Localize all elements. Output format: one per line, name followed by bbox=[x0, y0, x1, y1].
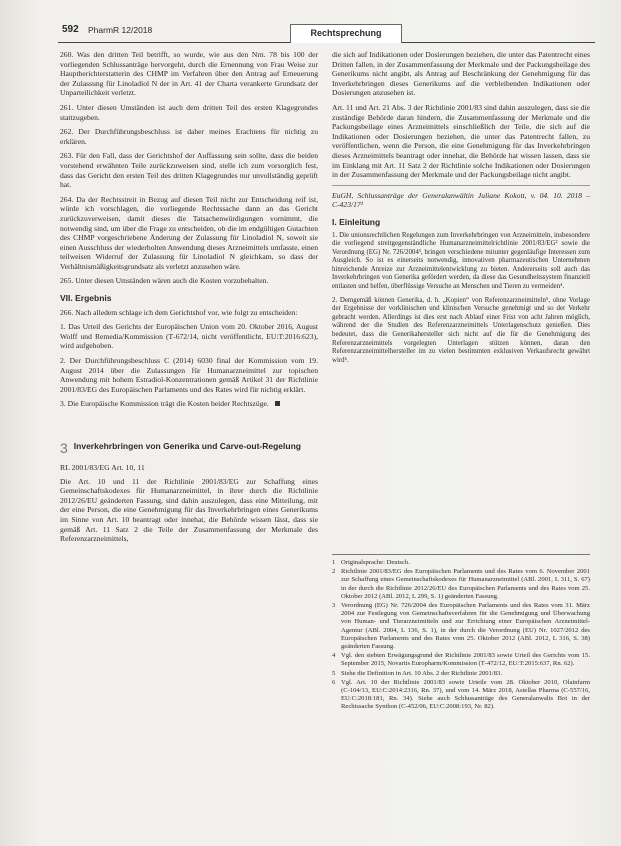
journal-name: PharmR 12/2018 bbox=[88, 25, 153, 35]
page-number: 592 bbox=[62, 24, 79, 35]
left-column bbox=[60, 50, 318, 549]
right-column bbox=[332, 50, 590, 370]
chapter-heading bbox=[60, 441, 318, 455]
footnote-text: Verordnung (EG) Nr. 726/2004 des Europäischen Parlaments und des Rates vom 31. März 2004 zur Festlegung von Gemeinschaftsverfahren für die Genehmigung und Überwachung von Human- und Tierarzneimitteln und zur Errichtung einer Europäischen Arzneimittel-Agentur (ABl. 2004, L 136, S. 1), in der durch die Verordnung (EU) Nr. 1027/2012 des Europäischen Parlaments und des Rates vom 25. Oktober 2012 (ABl. 2012, L 316, S. 38) geänderten Fassung. bbox=[341, 602, 590, 651]
chapter-number: 3 bbox=[60, 440, 68, 456]
ruling-item-3 bbox=[60, 399, 318, 409]
intro-paragraph-1: 1. Die unionsrechtlichen Regelungen zum Inverkehrbringen von Arzneimitteln, insbesondere die vorliegend streitgegenständliche Humanarzneimittelrichtlinie 2001/83/EG² sowie die Verordnung (EG) Nr. 726/2004³, bringen verschiedene mitunter gegenläufige Interessen zum Ausgleich. So ist es einerseits notwendig, innovativen pharmazeutischen Unternehmen hinreichende Anreize zur Arzneimittelentwicklung zu bieten. Andererseits soll auch das Inverkehrbringen von Generika gefördert werden, da diese das Gesundheitssystem finanziell entlasten und helfen, überflüssige Versuche an Menschen und Tieren zu vermeiden⁴. bbox=[332, 231, 590, 291]
section-tab: Rechtsprechung bbox=[290, 24, 402, 43]
footnote bbox=[332, 559, 590, 567]
footnote bbox=[332, 670, 590, 678]
intro-paragraph-2: 2. Demgemäß können Generika, d. h. „Kopien“ von Referenzarzneimitteln⁵, ohne Vorlage der Ergebnisse der vorklinischen und klinischen Versuche genehmigt und so der Verkehr gebracht werden. Allerdings ist dies erst nach Ablauf einer Frist von acht Jahren möglich, während der die Studien des Referenzarzneimittels Unterlagenschutz genießen. Dies bedeutet, dass die Generikahersteller sich nicht auf die für die Genehmigung des Referenzarzneimittels vorgelegten Unterlagen stützen können, daran den Referenzarzneimittelhersteller im zu vielen bestimmten exklusiven Verkaufsrecht gewährt wird⁶. bbox=[332, 296, 590, 364]
chapter-title: Inverkehrbringen von Generika und Carve-out-Regelung bbox=[73, 441, 301, 451]
paragraph-261: 261. Unter diesen Umständen ist auch dem dritten Teil des ersten Klagegrundes stattzugeben. bbox=[60, 102, 318, 122]
end-mark-icon bbox=[275, 401, 280, 406]
paragraph-266: 266. Nach alledem schlage ich dem Gerichtshof vor, wie folgt zu entscheiden: bbox=[60, 307, 298, 317]
footnote bbox=[332, 602, 590, 651]
ruling-item-1: 1. Das Urteil des Gerichts der Europäischen Union vom 20. Oktober 2016, August Wolff und Remedia/Kommission (T‑672/14, nicht veröffentlicht, EU:T:2016:623), wird aufgehoben. bbox=[60, 322, 318, 351]
footnote bbox=[332, 679, 590, 712]
page-header bbox=[58, 22, 595, 43]
footnote-text: Vgl. Art. 10 der Richtlinie 2001/83 sowie Urteile vom 28. Oktober 2010, Olainfarm (C‑104/13, EU:C:2014:2316, Rn. 37), und vom 14. März 2018, Astellas Pharma (C‑557/16, EU:C:2018:181, Rn. 34). Siehe auch Schlussanträge des Generalanwalts Bot in der Rechtssache Synthon (C‑452/06, EU:C:2008:193, Nr. 82). bbox=[341, 678, 590, 711]
leitsatz-article-paragraph: Art. 11 und Art. 21 Abs. 3 der Richtlinie 2001/83 sind dahin auszulegen, dass sie die zuständige Behörde daran hindern, die Zusammenfassung der Merkmale und die Packungsbeilage eines Arzneimittels einschließlich der Teile, die sich auf die Indikationen oder Dosierungen beziehen, die unter das Patentrecht fallen, zu veröffentlichen, wenn die Person, die eine Genehmigung für das Inverkehrbringen dieses Arzneimittels beantragt oder innehat, die Behörde hat wissen lassen, dass sie im Einklang mit Art. 11 Satz 2 der Richtlinie solche Indikationen oder Dosierungen in der Zusammenfassung der Merkmale und der Packungsbeilage nicht angibt. bbox=[332, 103, 590, 186]
footnote-number: 5 bbox=[332, 669, 336, 677]
heading-ergebnis: VII. Ergebnis bbox=[60, 293, 112, 304]
leitsatz-paragraph: Die Art. 10 und 11 der Richtlinie 2001/83/EG zur Schaffung eines Gemeinschaftskodexes für Humanarzneimittel, in ihrer durch die Richtlinie 2012/26/EU geänderten Fassung, sind dahin auszulegen, dass eine Mitteilung, mit der eine Person, die eine Genehmigung für das Inverkehrbringen eines Generikums im Sinne von Art. 10 beantragt oder innehat, die Behörde wissen lässt, dass sie gemäß Art. 11 Satz 2 die Teile der Zusammenfassung der Merkmale des Referenzarzneimittels, bbox=[60, 476, 318, 544]
paragraph-262: 262. Der Durchführungsbeschluss ist daher meines Erachtens für nichtig zu erklären. bbox=[60, 127, 318, 146]
paragraph-265: 265. Unter diesen Umständen wären auch die Kosten vorzubehalten. bbox=[60, 276, 269, 286]
legal-reference: RL 2001/83/EG Art. 10, 11 bbox=[60, 463, 145, 472]
footnotes bbox=[332, 554, 590, 713]
ruling-item-3-text: 3. Die Europäische Kommission trägt die Kosten beider Rechtszüge. bbox=[60, 399, 269, 409]
footnote-text: Richtlinie 2001/83/EG des Europäischen Parlaments und des Rates vom 6. November 2001 zur Schaffung eines Gemeinschaftskodexes für Humanarzneimittel (ABl. 2001, L 311, S. 67) in der durch die Richtlinie 2012/26/EU des Europäischen Parlaments und des Rates vom 25. Oktober 2012 (ABl. 2012, L 299, S. 1) geänderten Fassung. bbox=[341, 568, 590, 600]
footnote-number: 1 bbox=[332, 559, 336, 566]
footnote bbox=[332, 568, 590, 601]
footnote-text: Siehe die Definition in Art. 10 Abs. 2 der Richtlinie 2001/83. bbox=[341, 669, 502, 677]
paragraph-260: 260. Was den dritten Teil betrifft, so wurde, wie aus den Nrn. 78 bis 100 der vorliegenden Schlussanträge hervorgeht, durch die Ernennung von Frau Weise zur Hauptberichterstatterin des CHMP im Verfahren über den Antrag auf Erneuerung der Zulassung für Linoladiol N der in Art. 41 der Charta verankerte Grundsatz der Unparteilichkeit verletzt. bbox=[60, 50, 318, 98]
footnote-number: 3 bbox=[332, 602, 336, 610]
source-citation: EuGH, Schlussanträge der Generalanwältin Juliane Kokott, v. 04. 10. 2018 – C‑423/17¹ bbox=[332, 190, 590, 210]
footnote-number: 2 bbox=[332, 568, 336, 576]
leitsatz-continuation: die sich auf Indikationen oder Dosierungen beziehen, die unter das Patentrecht eines Dritten fallen, in der Zusammenfassung der Merkmale und der Packungsbeilage des Generikums nicht angibt, als Antrag auf Beschränkung der Genehmigung für das Inverkehrbringen dieses Generikums auf die verbleibenden Indikationen oder Dosierungen anzusehen ist. bbox=[332, 50, 590, 98]
paragraph-263: 263. Für den Fall, dass der Gerichtshof der Auffassung sein sollte, dass die beiden vorstehend erwähnten Teile zurückzuweisen sind, stelle ich zum vorsorglich fest, dass das Gericht den ersten Teil des dritten Klagegrundes nur unvollständig geprüft hat. bbox=[60, 151, 318, 190]
heading-einleitung: I. Einleitung bbox=[332, 216, 381, 227]
footnote-number: 6 bbox=[332, 678, 336, 686]
footnote-text: Originalsprache: Deutsch. bbox=[341, 559, 410, 566]
ruling-item-2: 2. Der Durchführungsbeschluss C (2014) 6030 final der Kommission vom 19. August 2014 über die Zulassungen für Humanarzneimittel zur topischen Anwendung mit hohem Estradiol-Konzentrationen gemäß Artikel 31 der Richtlinie 2001/83/EG des Europäischen Parlaments und des Rates wird für nichtig erklärt. bbox=[60, 356, 318, 394]
paragraph-264: 264. Da der Rechtsstreit in Bezug auf diesen Teil nicht zur Entscheidung reif ist, würde ich vorschlagen, die vorliegende Rechtssache dann an das Gericht zurückzuverweisen, damit dieses die Tatsachenwürdigungen vornimmt, die notwendig sind, um über die Frage zu entscheiden, ob die im endgültigen Gutachten des CHMP vorgeschriebene Änderung der Zulassung für Linoladiol N, soweit sie einen Ausschluss der wiederholten Anwendung dieses Arzneimittels umfasste, einen teilweisen Widerruf der Zulassung für Linoladiol N gleichkam, so dass der Verhältnismäßigkeitsgrundsatz als verletzt anzusehen wäre. bbox=[60, 194, 318, 271]
footnote bbox=[332, 652, 590, 668]
footnote-text: Vgl. den siebten Erwägungsgrund der Richtlinie 2001/83 sowie Urteil des Gerichts vom 15. September 2015, Novartis Europharm/Kommission (T‑472/12, EU:T:2015:637, Rn. 62). bbox=[341, 652, 590, 668]
footnote-number: 4 bbox=[332, 652, 336, 660]
